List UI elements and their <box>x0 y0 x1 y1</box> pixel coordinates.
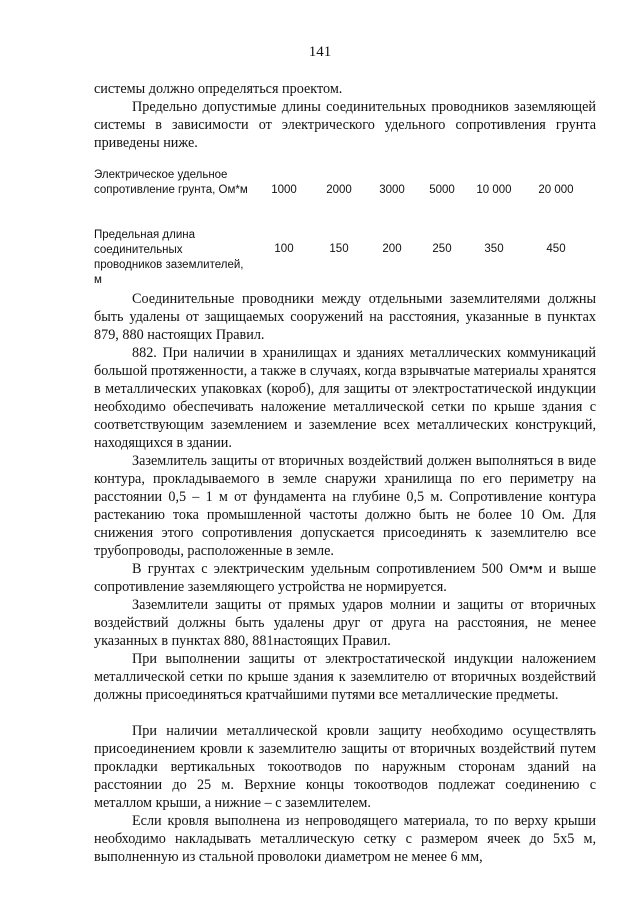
table-row-resistivity <box>94 168 594 228</box>
conductor-length-table <box>94 168 594 288</box>
table-cell: 5000 <box>429 184 455 196</box>
table-cell: 20 000 <box>538 184 574 196</box>
paragraph-882: 882. При наличии в хранилищах и зданиях металлических коммуникаций большой протяженности, а также в случаях, когда взрывчатые материалы хранятся в металлических упаковках (короб), для защиты от электростатической индукции необходимо обеспечивать наложение металлической сетки по крыше здания с соответствующим заземлением и заземление всех металлических конструкций, находящихся в здании. <box>94 345 596 451</box>
paragraph: В грунтах с электрическим удельным сопротивлением 500 Ом•м и выше сопротивление заземляющего устройства не нормируется. <box>94 561 596 595</box>
table-cell: 3000 <box>379 184 405 196</box>
paragraph: Заземлители защиты от прямых ударов молнии и защиты от вторичных воздействий должны быть удалены друг от друга на расстояния, не менее указанных в пунктах 880, 881настоящих Правил. <box>94 597 596 649</box>
table-cell: 250 <box>432 243 452 255</box>
paragraph: При выполнении защиты от электростатической индукции наложением металлической сетки по крыше здания к заземлителю от вторичных воздействий должны присоединяться кратчайшими путями все металлические предметы. <box>94 651 596 703</box>
table-cell: 10 000 <box>476 184 512 196</box>
paragraph: Заземлитель защиты от вторичных воздействий должен выполняться в виде контура, прокладываемого в земле снаружи хранилища по его периметру на расстоянии 0,5 – 1 м от фундамента на глубине 0,5 м. Сопротивление контура растеканию тока промышленной частоты должно быть не более 10 Ом. Для снижения этого сопротивления допускается присоединять к заземлителю все трубопроводы, расположенные в земле. <box>94 453 596 559</box>
table-cell: 350 <box>484 243 504 255</box>
paragraph: При наличии металлической кровли защиту необходимо осуществлять присоединением кровли к заземлителю защиты от вторичных воздействий путем прокладки вертикальных токоотводов по наружным сторонам зданий на расстоянии до 25 м. Верхние концы токоотводов подлежат соединению с металлом крыши, а нижние – с заземлителем. <box>94 723 596 811</box>
table-cell: 1000 <box>271 184 297 196</box>
paragraph-lengths-intro: Предельно допустимые длины соединительных проводников заземляющей системы в зависимости от электрического удельного сопротивления грунта приведены ниже. <box>94 99 596 151</box>
table-cell: 150 <box>329 243 349 255</box>
table-cell: 100 <box>274 243 294 255</box>
table-row-max-length <box>94 228 594 288</box>
row-label-resistivity: Электрическое удельное сопротивление грунта, Ом*м <box>94 169 248 196</box>
paragraph: Соединительные проводники между отдельными заземлителями должны быть удалены от защищаемых сооружений на расстояния, указанные в пунктах 879, 880 настоящих Правил. <box>94 291 596 343</box>
row-label-max-length: Предельная длина соединительных проводников заземлителей, м <box>94 229 244 286</box>
table-cell: 450 <box>546 243 566 255</box>
paragraph: Если кровля выполнена из непроводящего материала, то по верху крыши необходимо накладывать металлическую сетку с размером ячеек до 5х5 м, выполненную из стальной проволоки диаметром не менее 6 мм, <box>94 813 596 865</box>
page-number: 141 <box>308 44 332 60</box>
paragraph-continuation: системы должно определяться проектом. <box>94 81 343 97</box>
table-cell: 2000 <box>326 184 352 196</box>
table-cell: 200 <box>382 243 402 255</box>
